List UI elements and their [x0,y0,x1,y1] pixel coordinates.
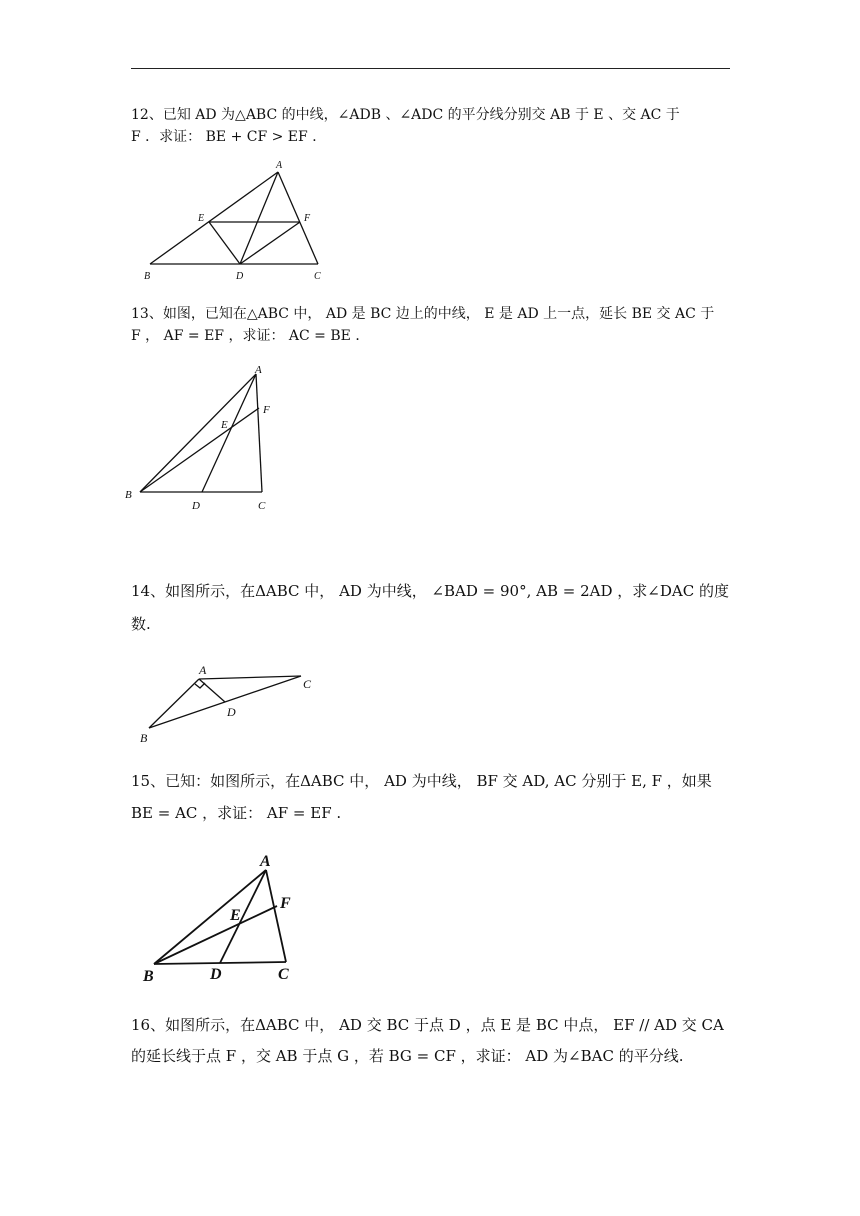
problem-12-line-2: F ．求证： BE + CF > EF ． [131,129,327,145]
fig13-label-b: B [125,489,132,501]
fig15-label-e: E [230,907,241,924]
fig14-label-d: D [227,705,236,719]
problem-13-line-1: 13、如图，已知在△ABC 中， AD 是 BC 边上的中线， E 是 AD 上一点，延长 BE 交 AC 于 [131,306,715,322]
figure-15 [140,850,310,985]
fig15-label-b: B [143,968,154,985]
problem-13-line-2: F ， AF = EF ，求证： AC = BE ． [131,328,370,344]
figure-13 [120,360,290,520]
fig15-label-a: A [260,853,271,870]
fig12-label-d: D [236,271,244,282]
fig14-label-c: C [303,677,312,691]
fig13-label-f: F [263,404,270,416]
problem-14-line-1: 14、如图所示，在ΔABC 中， AD 为中线， ∠BAD = 90°, AB = 2AD ，求∠DAC 的度 [131,582,729,600]
fig14-label-a: A [199,663,207,677]
fig12-label-c: C [314,271,321,282]
header-rule [131,68,730,69]
fig12-label-a: A [276,160,283,171]
fig15-label-c: C [278,966,289,983]
fig14-label-b: B [140,731,148,745]
fig12-label-f: F [304,213,311,224]
problem-15-line-2: BE = AC ，求证： AF = EF . [131,804,342,822]
fig13-label-c: C [258,500,266,512]
figure-14 [135,660,325,750]
fig15-label-d: D [210,966,222,983]
fig13-label-a: A [255,364,262,376]
fig12-label-b: B [144,271,151,282]
problem-14-line-2: 数. [131,615,151,633]
fig12-label-e: E [198,213,205,224]
problem-16-line-2: 的延长线于点 F ，交 AB 于点 G ，若 BG = CF ，求证： AD 为∠BAC 的平分线. [131,1047,684,1065]
figure-12 [140,158,340,286]
problem-15-line-1: 15、已知：如图所示，在ΔABC 中， AD 为中线， BF 交 AD, AC 分别于 E, F ，如果 [131,772,712,790]
fig13-label-e: E [221,419,228,431]
problem-12-line-1: 12、已知 AD 为△ABC 的中线，∠ADB 、∠ADC 的平分线分别交 AB 于 E 、交 AC 于 [131,107,680,123]
problem-16-line-1: 16、如图所示，在ΔABC 中， AD 交 BC 于点 D ，点 E 是 BC 中点， EF // AD 交 CA [131,1016,724,1034]
fig13-label-d: D [192,500,200,512]
fig15-label-f: F [280,895,291,912]
